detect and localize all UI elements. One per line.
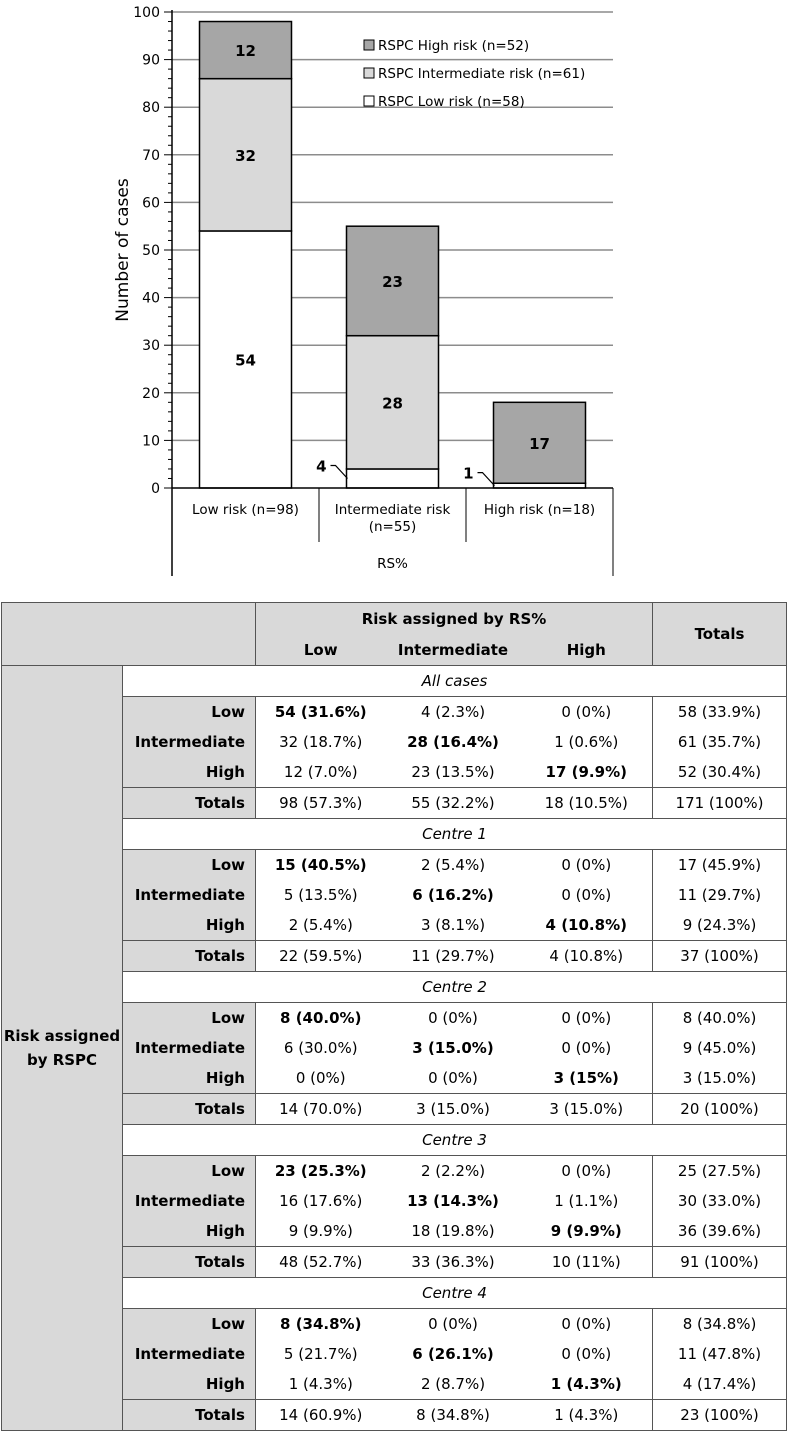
data-label: 1 <box>463 464 474 483</box>
totals-cell: 3 (15.0%) <box>521 1094 653 1125</box>
row-label: Intermediate <box>123 1186 256 1216</box>
cell: 5 (21.7%) <box>256 1339 386 1369</box>
totals-cell: 4 (10.8%) <box>521 941 653 972</box>
cell: 2 (5.4%) <box>256 910 386 941</box>
totals-label: Totals <box>123 1247 256 1278</box>
cell: 2 (5.4%) <box>420 856 486 874</box>
totals-cell: 1 (4.3%) <box>521 1400 653 1431</box>
row-total: 9 (45.0%) <box>653 1033 787 1063</box>
row-label: High <box>123 1063 256 1094</box>
row-label: High <box>123 1369 256 1400</box>
y-tick-label: 20 <box>142 385 160 402</box>
legend-label: RSPC Low risk (n=58) <box>378 94 525 110</box>
legend <box>364 38 585 110</box>
row-total: 25 (27.5%) <box>653 1156 787 1187</box>
cell: 0 (0%) <box>561 1162 612 1180</box>
totals-cell: 8 (34.8%) <box>386 1400 521 1431</box>
col-header-group: Risk assigned by RS% <box>256 603 653 635</box>
cell-agreement: 13 (14.3%) <box>407 1192 499 1210</box>
col-header-intermediate: Intermediate <box>386 634 521 666</box>
row-label: Intermediate <box>123 880 256 910</box>
x-axis <box>172 488 613 576</box>
totals-cell: 33 (36.3%) <box>386 1247 521 1278</box>
grand-total: 20 (100%) <box>653 1094 787 1125</box>
row-label: Intermediate <box>123 1339 256 1369</box>
legend-swatch <box>364 96 374 106</box>
cell: 0 (0%) <box>561 1345 612 1363</box>
y-tick-label: 70 <box>142 147 160 164</box>
data-label: 54 <box>235 351 256 370</box>
cell-agreement: 28 (16.4%) <box>407 733 499 751</box>
col-header-low: Low <box>256 634 386 666</box>
totals-cell: 10 (11%) <box>521 1247 653 1278</box>
x-tick-label: Intermediate risk <box>334 502 451 518</box>
totals-cell: 14 (70.0%) <box>256 1094 386 1125</box>
row-total: 8 (34.8%) <box>653 1309 787 1340</box>
row-total: 3 (15.0%) <box>653 1063 787 1094</box>
y-tick-label: 30 <box>142 338 160 355</box>
row-total: 52 (30.4%) <box>653 757 787 788</box>
cell: 0 (0%) <box>561 1039 612 1057</box>
section-title-row <box>2 666 787 697</box>
section-title: Centre 4 <box>123 1278 787 1309</box>
y-axis-title: Number of cases <box>113 178 133 322</box>
data-label-leader <box>331 465 348 478</box>
data-label-leader <box>478 473 495 486</box>
x-axis-title: RS% <box>377 556 408 572</box>
totals-cell: 14 (60.9%) <box>256 1400 386 1431</box>
cell-agreement: 8 (34.8%) <box>256 1309 386 1340</box>
y-tick-label: 90 <box>142 52 160 69</box>
legend-swatch <box>364 68 374 78</box>
row-label: High <box>123 910 256 941</box>
data-label: 4 <box>316 457 327 476</box>
row-label: High <box>123 757 256 788</box>
cell: 0 (0%) <box>561 886 612 904</box>
cell-agreement: 1 (4.3%) <box>550 1375 622 1393</box>
y-tick-label: 80 <box>142 100 160 117</box>
row-total: 58 (33.9%) <box>653 697 787 728</box>
row-label: Intermediate <box>123 1033 256 1063</box>
cell: 1 (1.1%) <box>554 1192 619 1210</box>
totals-cell: 98 (57.3%) <box>256 788 386 819</box>
cell: 0 (0%) <box>561 1315 612 1333</box>
legend-label: RSPC Intermediate risk (n=61) <box>378 66 586 82</box>
cell: 2 (2.2%) <box>420 1162 486 1180</box>
cell: 9 (9.9%) <box>256 1216 386 1247</box>
x-tick-label: Low risk (n=98) <box>192 502 299 518</box>
totals-cell: 18 (10.5%) <box>521 788 653 819</box>
row-total: 9 (24.3%) <box>653 910 787 941</box>
y-tick-label: 60 <box>142 195 160 212</box>
row-group-label: Risk assigned by RSPC <box>2 666 123 1431</box>
row-label: Low <box>123 697 256 728</box>
section-title: Centre 3 <box>123 1125 787 1156</box>
data-label: 32 <box>235 146 256 165</box>
cell: 0 (0%) <box>561 1009 612 1027</box>
totals-header: Totals <box>653 603 787 666</box>
cell-agreement: 6 (16.2%) <box>412 886 494 904</box>
y-axis <box>113 5 172 576</box>
bars <box>200 22 586 488</box>
data-label: 23 <box>382 272 403 291</box>
cell: 5 (13.5%) <box>256 880 386 910</box>
stacked-bar-chart <box>0 0 787 590</box>
cell: 0 (0%) <box>428 1315 478 1333</box>
row-total: 11 (29.7%) <box>653 880 787 910</box>
totals-cell: 55 (32.2%) <box>386 788 521 819</box>
data-label: 17 <box>529 434 550 453</box>
table-corner <box>2 603 256 666</box>
legend-label: RSPC High risk (n=52) <box>378 38 530 54</box>
cell-agreement: 9 (9.9%) <box>550 1222 622 1240</box>
totals-cell: 3 (15.0%) <box>386 1094 521 1125</box>
y-tick-label: 0 <box>151 481 160 497</box>
x-tick-label: (n=55) <box>368 519 417 535</box>
row-total: 30 (33.0%) <box>653 1186 787 1216</box>
grand-total: 23 (100%) <box>653 1400 787 1431</box>
data-label: 12 <box>235 42 256 61</box>
cell: 4 (2.3%) <box>420 703 486 721</box>
cell: 3 (8.1%) <box>420 916 486 934</box>
row-label: Low <box>123 850 256 881</box>
cell: 23 (13.5%) <box>411 763 495 781</box>
legend-swatch <box>364 40 374 50</box>
row-label: Low <box>123 1309 256 1340</box>
bar-segment <box>347 469 439 488</box>
cell-agreement: 54 (31.6%) <box>256 697 386 728</box>
grand-total: 171 (100%) <box>653 788 787 819</box>
totals-label: Totals <box>123 941 256 972</box>
cell: 0 (0%) <box>561 856 612 874</box>
x-tick-label: High risk (n=18) <box>483 502 596 518</box>
section-title: Centre 2 <box>123 972 787 1003</box>
totals-cell: 11 (29.7%) <box>386 941 521 972</box>
totals-cell: 22 (59.5%) <box>256 941 386 972</box>
row-total: 36 (39.6%) <box>653 1216 787 1247</box>
totals-cell: 48 (52.7%) <box>256 1247 386 1278</box>
cell: 0 (0%) <box>428 1009 478 1027</box>
col-header-high: High <box>521 634 653 666</box>
y-tick-label: 40 <box>142 290 160 307</box>
y-tick-label: 10 <box>142 433 160 450</box>
cell: 12 (7.0%) <box>256 757 386 788</box>
section-title: Centre 1 <box>123 819 787 850</box>
cell-agreement: 6 (26.1%) <box>412 1345 494 1363</box>
row-label: High <box>123 1216 256 1247</box>
totals-label: Totals <box>123 788 256 819</box>
grand-total: 37 (100%) <box>653 941 787 972</box>
grand-total: 91 (100%) <box>653 1247 787 1278</box>
cell-agreement: 4 (10.8%) <box>545 916 627 934</box>
cell-agreement: 3 (15.0%) <box>412 1039 494 1057</box>
cell: 18 (19.8%) <box>411 1222 495 1240</box>
row-total: 4 (17.4%) <box>653 1369 787 1400</box>
y-tick-label: 50 <box>142 243 160 259</box>
cell: 32 (18.7%) <box>256 727 386 757</box>
cell-agreement: 17 (9.9%) <box>545 763 627 781</box>
cell: 16 (17.6%) <box>256 1186 386 1216</box>
cell-agreement: 3 (15%) <box>553 1069 619 1087</box>
cell: 0 (0%) <box>428 1069 478 1087</box>
cell: 0 (0%) <box>561 703 612 721</box>
totals-label: Totals <box>123 1400 256 1431</box>
cell: 1 (0.6%) <box>554 733 619 751</box>
section-title: All cases <box>123 666 787 697</box>
row-total: 61 (35.7%) <box>653 727 787 757</box>
row-total: 17 (45.9%) <box>653 850 787 881</box>
data-label: 28 <box>382 394 403 413</box>
cell: 6 (30.0%) <box>256 1033 386 1063</box>
cell-agreement: 15 (40.5%) <box>256 850 386 881</box>
row-label: Intermediate <box>123 727 256 757</box>
cell-agreement: 23 (25.3%) <box>256 1156 386 1187</box>
cell: 0 (0%) <box>256 1063 386 1094</box>
cell-agreement: 8 (40.0%) <box>256 1003 386 1034</box>
row-label: Low <box>123 1156 256 1187</box>
row-total: 11 (47.8%) <box>653 1339 787 1369</box>
totals-label: Totals <box>123 1094 256 1125</box>
row-total: 8 (40.0%) <box>653 1003 787 1034</box>
cell: 2 (8.7%) <box>420 1375 486 1393</box>
risk-table <box>1 602 787 1431</box>
row-label: Low <box>123 1003 256 1034</box>
cell: 1 (4.3%) <box>256 1369 386 1400</box>
y-tick-label: 100 <box>133 5 160 21</box>
